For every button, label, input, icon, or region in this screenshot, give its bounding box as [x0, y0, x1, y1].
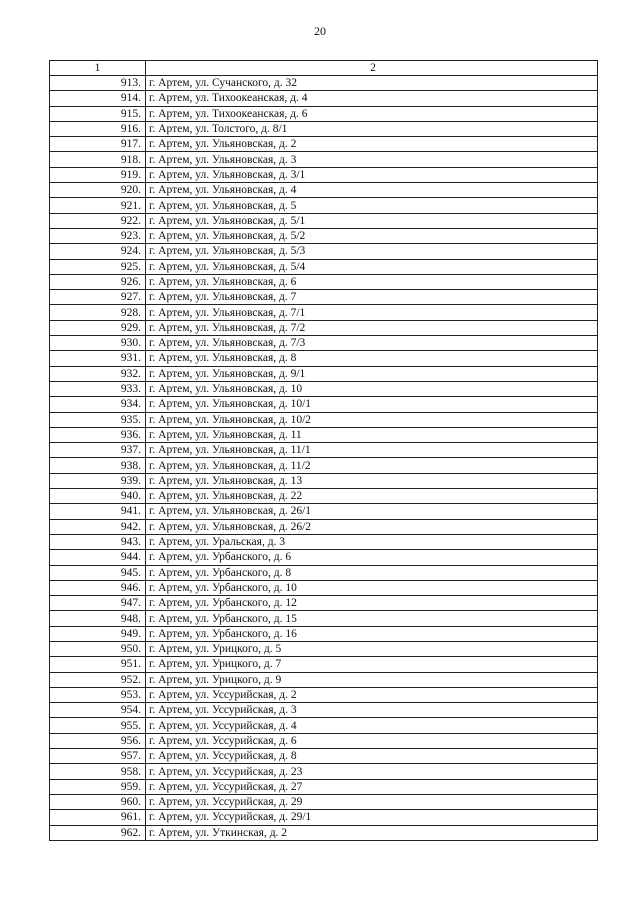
- table-row: [50, 810, 598, 825]
- address-cell: г. Артем, ул. Уссурийская, д. 8: [146, 749, 598, 764]
- address-cell: г. Артем, ул. Ульяновская, д. 11/2: [146, 458, 598, 473]
- address-cell: г. Артем, ул. Ульяновская, д. 5/4: [146, 259, 598, 274]
- address-cell: г. Артем, ул. Урицкого, д. 5: [146, 641, 598, 656]
- table-row: [50, 213, 598, 228]
- address-cell: г. Артем, ул. Уссурийская, д. 4: [146, 718, 598, 733]
- address-cell: г. Артем, ул. Урбанского, д. 15: [146, 611, 598, 626]
- address-cell: г. Артем, ул. Уссурийская, д. 6: [146, 733, 598, 748]
- table-row: [50, 550, 598, 565]
- table-row: [50, 657, 598, 672]
- row-number-cell: 927.: [50, 290, 146, 305]
- address-cell: г. Артем, ул. Ульяновская, д. 7: [146, 290, 598, 305]
- address-cell: г. Артем, ул. Уссурийская, д. 29/1: [146, 810, 598, 825]
- row-number-cell: 919.: [50, 167, 146, 182]
- row-number-cell: 920.: [50, 183, 146, 198]
- table-row: [50, 259, 598, 274]
- address-cell: г. Артем, ул. Уссурийская, д. 27: [146, 779, 598, 794]
- address-cell: г. Артем, ул. Ульяновская, д. 13: [146, 473, 598, 488]
- table-row: [50, 580, 598, 595]
- row-number-cell: 960.: [50, 794, 146, 809]
- row-number-cell: 948.: [50, 611, 146, 626]
- address-cell: г. Артем, ул. Ульяновская, д. 11/1: [146, 443, 598, 458]
- row-number-cell: 916.: [50, 121, 146, 136]
- table-row: [50, 764, 598, 779]
- table-row: [50, 596, 598, 611]
- address-cell: г. Артем, ул. Ульяновская, д. 11: [146, 427, 598, 442]
- table-row: [50, 641, 598, 656]
- table-row: [50, 672, 598, 687]
- address-cell: г. Артем, ул. Уральская, д. 3: [146, 534, 598, 549]
- row-number-cell: 924.: [50, 244, 146, 259]
- table-row: [50, 626, 598, 641]
- address-cell: г. Артем, ул. Ульяновская, д. 2: [146, 137, 598, 152]
- table-row: [50, 244, 598, 259]
- row-number-cell: 918.: [50, 152, 146, 167]
- row-number-cell: 934.: [50, 397, 146, 412]
- column-header-number: 1: [50, 61, 146, 76]
- row-number-cell: 947.: [50, 596, 146, 611]
- address-cell: г. Артем, ул. Ульяновская, д. 9/1: [146, 366, 598, 381]
- table-row: [50, 167, 598, 182]
- address-cell: г. Артем, ул. Ульяновская, д. 22: [146, 489, 598, 504]
- table-row: [50, 91, 598, 106]
- address-cell: г. Артем, ул. Ульяновская, д. 4: [146, 183, 598, 198]
- table-row: [50, 443, 598, 458]
- table-header-row: [50, 61, 598, 76]
- row-number-cell: 914.: [50, 91, 146, 106]
- table-row: [50, 198, 598, 213]
- row-number-cell: 958.: [50, 764, 146, 779]
- table-row: [50, 366, 598, 381]
- row-number-cell: 917.: [50, 137, 146, 152]
- address-cell: г. Артем, ул. Ульяновская, д. 5: [146, 198, 598, 213]
- address-cell: г. Артем, ул. Уссурийская, д. 2: [146, 687, 598, 702]
- table-row: [50, 274, 598, 289]
- table-row: [50, 412, 598, 427]
- row-number-cell: 942.: [50, 519, 146, 534]
- row-number-cell: 939.: [50, 473, 146, 488]
- row-number-cell: 944.: [50, 550, 146, 565]
- row-number-cell: 915.: [50, 106, 146, 121]
- address-cell: г. Артем, ул. Ульяновская, д. 7/2: [146, 320, 598, 335]
- row-number-cell: 951.: [50, 657, 146, 672]
- address-cell: г. Артем, ул. Ульяновская, д. 3: [146, 152, 598, 167]
- table-row: [50, 534, 598, 549]
- row-number-cell: 933.: [50, 381, 146, 396]
- table-row: [50, 152, 598, 167]
- address-table: [49, 60, 598, 841]
- row-number-cell: 922.: [50, 213, 146, 228]
- table-row: [50, 473, 598, 488]
- row-number-cell: 913.: [50, 76, 146, 91]
- table-row: [50, 565, 598, 580]
- address-cell: г. Артем, ул. Урбанского, д. 12: [146, 596, 598, 611]
- row-number-cell: 952.: [50, 672, 146, 687]
- row-number-cell: 946.: [50, 580, 146, 595]
- row-number-cell: 929.: [50, 320, 146, 335]
- table-row: [50, 381, 598, 396]
- row-number-cell: 953.: [50, 687, 146, 702]
- address-cell: г. Артем, ул. Ульяновская, д. 5/1: [146, 213, 598, 228]
- address-cell: г. Артем, ул. Урбанского, д. 10: [146, 580, 598, 595]
- address-cell: г. Артем, ул. Урбанского, д. 6: [146, 550, 598, 565]
- table-row: [50, 351, 598, 366]
- row-number-cell: 961.: [50, 810, 146, 825]
- address-cell: г. Артем, ул. Толстого, д. 8/1: [146, 121, 598, 136]
- row-number-cell: 928.: [50, 305, 146, 320]
- page-number: 20: [314, 24, 326, 38]
- row-number-cell: 955.: [50, 718, 146, 733]
- row-number-cell: 956.: [50, 733, 146, 748]
- row-number-cell: 921.: [50, 198, 146, 213]
- row-number-cell: 962.: [50, 825, 146, 840]
- table-row: [50, 504, 598, 519]
- row-number-cell: 923.: [50, 228, 146, 243]
- row-number-cell: 930.: [50, 336, 146, 351]
- table-row: [50, 427, 598, 442]
- table-row: [50, 519, 598, 534]
- table-row: [50, 687, 598, 702]
- address-cell: г. Артем, ул. Ульяновская, д. 5/2: [146, 228, 598, 243]
- address-cell: г. Артем, ул. Сучанского, д. 32: [146, 76, 598, 91]
- table-row: [50, 320, 598, 335]
- table-row: [50, 183, 598, 198]
- address-cell: г. Артем, ул. Ульяновская, д. 8: [146, 351, 598, 366]
- row-number-cell: 926.: [50, 274, 146, 289]
- address-cell: г. Артем, ул. Ульяновская, д. 6: [146, 274, 598, 289]
- row-number-cell: 937.: [50, 443, 146, 458]
- address-cell: г. Артем, ул. Ульяновская, д. 10: [146, 381, 598, 396]
- address-cell: г. Артем, ул. Ульяновская, д. 10/2: [146, 412, 598, 427]
- address-cell: г. Артем, ул. Уссурийская, д. 29: [146, 794, 598, 809]
- row-number-cell: 950.: [50, 641, 146, 656]
- table-row: [50, 76, 598, 91]
- row-number-cell: 938.: [50, 458, 146, 473]
- row-number-cell: 943.: [50, 534, 146, 549]
- row-number-cell: 954.: [50, 703, 146, 718]
- address-cell: г. Артем, ул. Ульяновская, д. 5/3: [146, 244, 598, 259]
- address-cell: г. Артем, ул. Урбанского, д. 8: [146, 565, 598, 580]
- row-number-cell: 959.: [50, 779, 146, 794]
- address-cell: г. Артем, ул. Ульяновская, д. 26/1: [146, 504, 598, 519]
- row-number-cell: 936.: [50, 427, 146, 442]
- table-body: [50, 61, 598, 841]
- address-cell: г. Артем, ул. Тихоокеанская, д. 4: [146, 91, 598, 106]
- address-cell: г. Артем, ул. Тихоокеанская, д. 6: [146, 106, 598, 121]
- row-number-cell: 957.: [50, 749, 146, 764]
- row-number-cell: 925.: [50, 259, 146, 274]
- address-cell: г. Артем, ул. Ульяновская, д. 7/1: [146, 305, 598, 320]
- column-header-address: 2: [146, 61, 598, 76]
- row-number-cell: 940.: [50, 489, 146, 504]
- row-number-cell: 931.: [50, 351, 146, 366]
- table-row: [50, 305, 598, 320]
- table-row: [50, 228, 598, 243]
- table-row: [50, 458, 598, 473]
- address-cell: г. Артем, ул. Ульяновская, д. 10/1: [146, 397, 598, 412]
- table-row: [50, 121, 598, 136]
- address-cell: г. Артем, ул. Ульяновская, д. 7/3: [146, 336, 598, 351]
- table-row: [50, 397, 598, 412]
- address-cell: г. Артем, ул. Урбанского, д. 16: [146, 626, 598, 641]
- table-row: [50, 794, 598, 809]
- table-row: [50, 489, 598, 504]
- table-row: [50, 733, 598, 748]
- address-cell: г. Артем, ул. Уткинская, д. 2: [146, 825, 598, 840]
- table-row: [50, 703, 598, 718]
- address-cell: г. Артем, ул. Уссурийская, д. 23: [146, 764, 598, 779]
- address-cell: г. Артем, ул. Ульяновская, д. 3/1: [146, 167, 598, 182]
- table-row: [50, 611, 598, 626]
- address-cell: г. Артем, ул. Ульяновская, д. 26/2: [146, 519, 598, 534]
- address-cell: г. Артем, ул. Уссурийская, д. 3: [146, 703, 598, 718]
- row-number-cell: 945.: [50, 565, 146, 580]
- table-row: [50, 106, 598, 121]
- table-row: [50, 779, 598, 794]
- row-number-cell: 932.: [50, 366, 146, 381]
- row-number-cell: 949.: [50, 626, 146, 641]
- address-cell: г. Артем, ул. Урицкого, д. 9: [146, 672, 598, 687]
- table-row: [50, 825, 598, 840]
- row-number-cell: 935.: [50, 412, 146, 427]
- table-row: [50, 749, 598, 764]
- table-row: [50, 290, 598, 305]
- table-row: [50, 336, 598, 351]
- address-cell: г. Артем, ул. Урицкого, д. 7: [146, 657, 598, 672]
- table-row: [50, 718, 598, 733]
- table-row: [50, 137, 598, 152]
- row-number-cell: 941.: [50, 504, 146, 519]
